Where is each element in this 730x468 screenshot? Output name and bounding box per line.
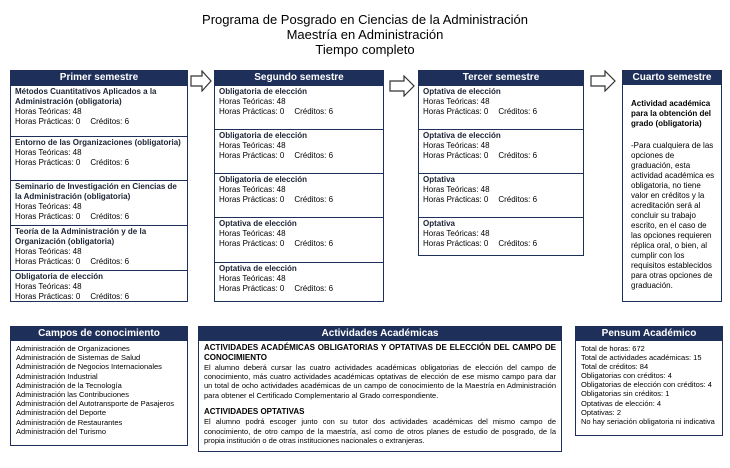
campos-list <box>11 341 187 436</box>
list-item: Optativas: 2 <box>581 407 622 417</box>
cuarto-text: -Para cualquiera de las opciones de graduación, esta actividad académica es obligatoria, no tiene valor en créditos y la acreditación será al concluir su trabajo escrito, en el caso de las opciones requieren réplica oral, o bien, al cumplir con los requisitos establecidos para otras opciones de graduación. <box>631 141 715 290</box>
course-hours-practicas: Horas Prácticas: 0 <box>15 117 81 126</box>
course-creditos: Créditos: 6 <box>90 158 130 167</box>
title-line-2: Maestría en Administración <box>286 27 444 42</box>
list-item: Optativas de elección: 4 <box>581 398 662 408</box>
course-hours-teoricas: Horas Teóricas: 48 <box>219 229 286 238</box>
course-hours-teoricas: Horas Teóricas: 48 <box>423 229 490 238</box>
semester-4-column <box>622 70 722 302</box>
list-item: Administración de la Tecnología <box>16 380 122 390</box>
course-title: Optativa de elección <box>423 131 501 140</box>
title-line-1: Programa de Posgrado en Ciencias de la Administración <box>202 12 528 27</box>
course-title: Optativa <box>423 175 456 184</box>
course-hours-practicas: Horas Prácticas: 0 <box>423 239 489 248</box>
semester-3-header: Tercer semestre <box>419 71 583 85</box>
course-creditos: Créditos: 6 <box>90 117 130 126</box>
pensum-box <box>575 326 723 436</box>
course-hours-practicas: Horas Prácticas: 0 <box>219 239 285 248</box>
page-title <box>0 12 730 57</box>
list-item: Administración de Sistemas de Salud <box>16 353 141 363</box>
course-hours-practicas: Horas Prácticas: 0 <box>219 151 285 160</box>
course-creditos: Créditos: 6 <box>498 151 538 160</box>
actividades-heading-2: ACTIVIDADES OPTATIVAS <box>204 406 305 416</box>
list-item: Administración de Negocios Internacionales <box>16 362 162 372</box>
list-item: Total de créditos: 84 <box>581 362 649 372</box>
course-title: Teoría de la Administración y de la Organización (obligatoria) <box>15 227 147 246</box>
actividades-text-1: El alumno deberá cursar las cuatro actividades académicas obligatorias de elección del campo de conocimiento, más cuatro actividades académicas optativas de elección de ese mismo campo para dar un total de ocho actividades académicas de un campo de conocimiento de la Maestría en Administración para obtener el Certificado Complementario al Grado correspondiente. <box>204 363 556 400</box>
course-hours-teoricas: Horas Teóricas: 48 <box>15 282 82 291</box>
course-box <box>419 217 583 255</box>
actividades-heading-1: ACTIVIDADES ACADÉMICAS OBLIGATORIAS Y OPTATIVAS DE ELECCIÓN DEL CAMPO DE CONOCIMIENTO <box>204 343 556 362</box>
course-hours-teoricas: Horas Teóricas: 48 <box>15 148 82 157</box>
course-hours-practicas: Horas Prácticas: 0 <box>423 195 489 204</box>
course-hours-teoricas: Horas Teóricas: 48 <box>423 141 490 150</box>
course-hours-teoricas: Horas Teóricas: 48 <box>15 247 82 256</box>
course-box <box>419 129 583 173</box>
course-title: Entorno de las Organizaciones (obligatoria) <box>15 138 181 147</box>
course-hours-practicas: Horas Prácticas: 0 <box>15 212 81 221</box>
course-title: Obligatoria de elección <box>219 131 308 140</box>
arrow-right-icon <box>389 75 415 97</box>
pensum-header: Pensum Académico <box>576 327 722 341</box>
campos-header: Campos de conocimiento <box>11 327 187 341</box>
course-hours-practicas: Horas Prácticas: 0 <box>219 284 285 293</box>
list-item: Administración del Deporte <box>16 408 107 418</box>
course-box <box>215 129 383 173</box>
course-hours-teoricas: Horas Teóricas: 48 <box>219 274 286 283</box>
course-box <box>215 262 383 300</box>
list-item: Obligatorias de elección con créditos: 4 <box>581 380 712 390</box>
course-hours-practicas: Horas Prácticas: 0 <box>15 158 81 167</box>
course-title: Optativa de elección <box>219 219 297 228</box>
list-item: Administración de Restaurantes <box>16 417 123 427</box>
course-box <box>11 270 187 302</box>
semester-2-header: Segundo semestre <box>215 71 383 85</box>
course-box <box>419 85 583 129</box>
course-creditos: Créditos: 6 <box>294 195 334 204</box>
course-hours-practicas: Horas Prácticas: 0 <box>219 195 285 204</box>
course-box <box>419 173 583 217</box>
course-hours-teoricas: Horas Teóricas: 48 <box>15 202 82 211</box>
course-creditos: Créditos: 6 <box>90 257 130 266</box>
course-hours-practicas: Horas Prácticas: 0 <box>15 292 81 301</box>
course-box <box>11 136 187 180</box>
course-hours-teoricas: Horas Teóricas: 48 <box>219 185 286 194</box>
course-hours-teoricas: Horas Teóricas: 48 <box>219 97 286 106</box>
course-box <box>11 85 187 136</box>
course-box <box>215 85 383 129</box>
list-item: Obligatorias sin créditos: 1 <box>581 389 670 399</box>
list-item: Administración Industrial <box>16 371 98 381</box>
list-item: Total de actividades académicas: 15 <box>581 353 702 363</box>
list-item: Administración de Organizaciones <box>16 344 130 353</box>
list-item: Obligatorias con créditos: 4 <box>581 371 672 381</box>
course-title: Obligatoria de elección <box>219 175 308 184</box>
arrow-right-icon <box>590 70 616 92</box>
course-title: Obligatoria de elección <box>219 87 308 96</box>
course-hours-practicas: Horas Prácticas: 0 <box>423 151 489 160</box>
course-title: Obligatoria de elección <box>15 272 104 281</box>
title-line-3: Tiempo completo <box>315 42 415 57</box>
actividades-header: Actividades Académicas <box>199 327 561 341</box>
course-creditos: Créditos: 6 <box>498 195 538 204</box>
semester-2-column <box>214 70 384 302</box>
actividades-box <box>198 326 562 452</box>
course-box <box>11 180 187 225</box>
arrow-right-icon <box>190 70 212 92</box>
course-creditos: Créditos: 6 <box>294 151 334 160</box>
course-creditos: Créditos: 6 <box>498 107 538 116</box>
course-creditos: Créditos: 6 <box>498 239 538 248</box>
actividades-text-2: El alumno podrá escoger junto con su tutor dos actividades académicas del mismo campo de conocimiento, de otro campo de la maestría, así como de otros planes de estudio de posgrado, de la propia institución o de otras instituciones nacionales o extranjeras. <box>204 417 556 445</box>
pensum-list <box>576 341 722 426</box>
semester-4-header: Cuarto semestre <box>623 71 721 85</box>
course-hours-teoricas: Horas Teóricas: 48 <box>15 107 82 116</box>
course-hours-practicas: Horas Prácticas: 0 <box>219 107 285 116</box>
semester-1-header: Primer semestre <box>11 71 187 85</box>
cuarto-title: Actividad académica para la obtención del grado (obligatoria) <box>631 99 712 128</box>
course-box <box>11 225 187 270</box>
list-item: Administración las Contribuciones <box>16 390 129 400</box>
list-item: Administración del Autotransporte de Pasajeros <box>16 399 175 409</box>
course-title: Optativa de elección <box>219 264 297 273</box>
course-creditos: Créditos: 6 <box>90 292 130 301</box>
course-creditos: Créditos: 6 <box>294 107 334 116</box>
course-creditos: Créditos: 6 <box>90 212 130 221</box>
course-hours-teoricas: Horas Teóricas: 48 <box>423 185 490 194</box>
course-creditos: Créditos: 6 <box>294 239 334 248</box>
list-item: No hay seriación obligatoria ni indicativa <box>581 416 715 426</box>
course-box <box>215 217 383 262</box>
course-hours-practicas: Horas Prácticas: 0 <box>15 257 81 266</box>
list-item: Total de horas: 672 <box>581 344 645 353</box>
course-title: Optativa de elección <box>423 87 501 96</box>
list-item: Administración del Turismo <box>16 426 107 436</box>
course-hours-teoricas: Horas Teóricas: 48 <box>219 141 286 150</box>
semester-3-column <box>418 70 584 256</box>
campos-box <box>10 326 188 446</box>
course-creditos: Créditos: 6 <box>294 284 334 293</box>
course-hours-teoricas: Horas Teóricas: 48 <box>423 97 490 106</box>
course-title: Optativa <box>423 219 456 228</box>
course-title: Métodos Cuantitativos Aplicados a la Administración (obligatoria) <box>15 87 157 106</box>
course-hours-practicas: Horas Prácticas: 0 <box>423 107 489 116</box>
course-box <box>215 173 383 217</box>
semester-1-column <box>10 70 188 302</box>
course-title: Seminario de Investigación en Ciencias de la Administración (obligatoria) <box>15 182 177 201</box>
